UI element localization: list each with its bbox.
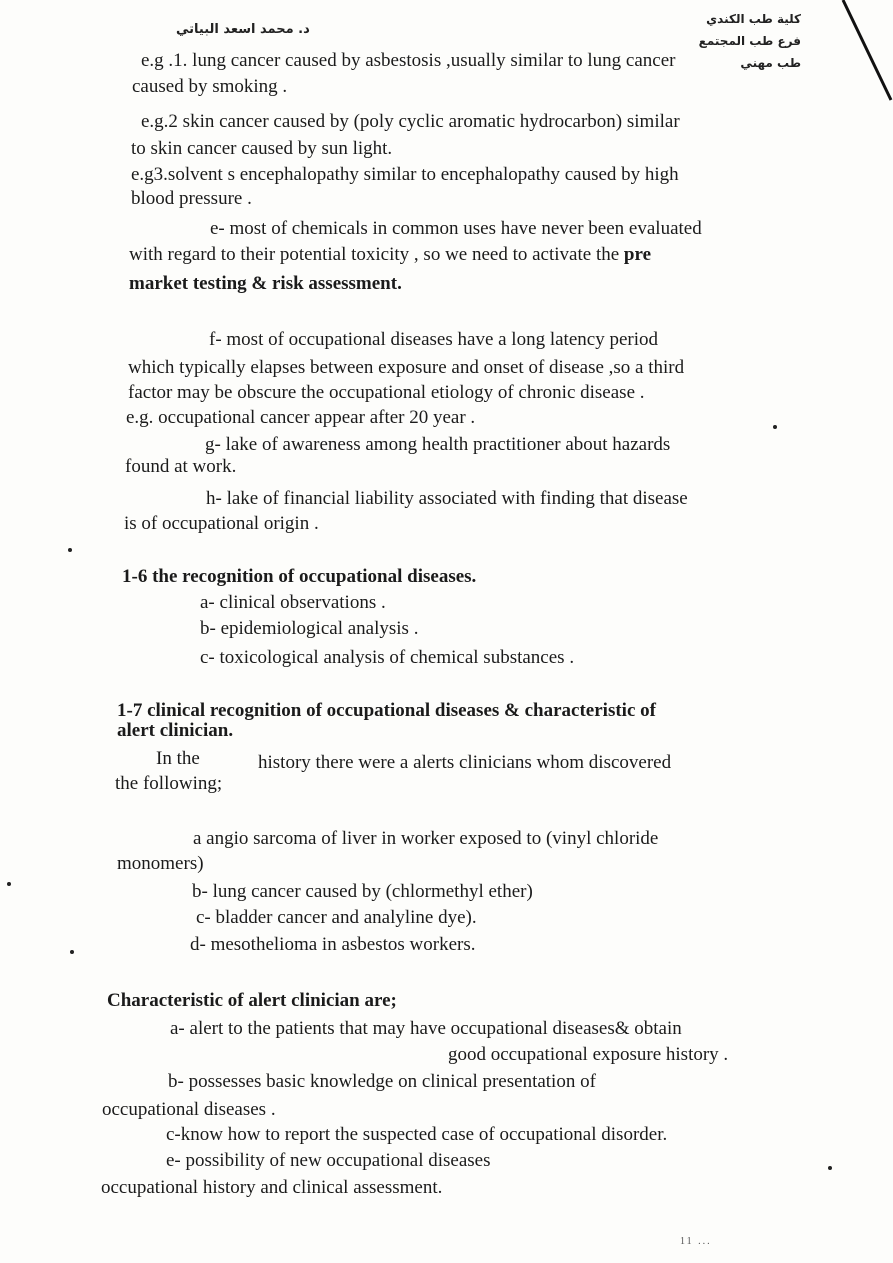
point-f-line-1: f- most of occupational diseases have a long latency period xyxy=(209,329,658,350)
characteristic-d-line-2: occupational history and clinical assessment. xyxy=(101,1177,443,1198)
characteristic-b-line-2: occupational diseases . xyxy=(102,1099,276,1120)
example-1-line-2: caused by smoking . xyxy=(132,76,288,97)
point-f-line-4: e.g. occupational cancer appear after 20 year . xyxy=(126,407,476,428)
example-2-line-1: e.g.2 skin cancer caused by (poly cyclic aromatic hydrocarbon) similar xyxy=(141,111,680,132)
discovery-a-line-2: monomers) xyxy=(117,853,204,874)
section-1-6-item-b: b- epidemiological analysis . xyxy=(200,618,419,639)
example-1-line-1: e.g .1. lung cancer caused by asbestosis ,usually similar to lung cancer xyxy=(141,50,676,71)
point-g-line-2: found at work. xyxy=(125,456,237,477)
discovery-b: b- lung cancer caused by (chlormethyl ether) xyxy=(192,881,533,902)
characteristic-c: c-know how to report the suspected case of occupational disorder. xyxy=(166,1124,668,1145)
point-h-line-1: h- lake of financial liability associated with finding that disease xyxy=(206,488,688,509)
section-1-6-item-c: c- toxicological analysis of chemical substances . xyxy=(200,647,575,668)
section-1-7-intro-rest: history there were a alerts clinicians whom discovered xyxy=(258,752,672,773)
author-name: د. محمد اسعد البياتي xyxy=(176,22,310,37)
characteristic-a-line-1: a- alert to the patients that may have occupational diseases& obtain xyxy=(170,1018,682,1039)
department-name: فرع طب المجتمع xyxy=(698,34,801,48)
point-e-line-2-bold: pre xyxy=(623,244,651,265)
scan-speck xyxy=(70,950,74,954)
section-1-7-intro-start: In the xyxy=(156,748,200,769)
example-3-line-2: blood pressure . xyxy=(131,188,252,209)
institution-header xyxy=(699,8,801,74)
example-3-line-1: e.g3.solvent s encephalopathy similar to encephalopathy caused by high xyxy=(131,164,679,185)
discovery-c: c- bladder cancer and analyline dye). xyxy=(196,907,477,928)
college-name: كلية طب الكندي xyxy=(706,12,801,26)
section-1-7-title-line-1: 1-7 clinical recognition of occupational diseases & characteristic of xyxy=(117,700,656,721)
subject-name: طب مهني xyxy=(740,56,801,70)
point-g-line-1: g- lake of awareness among health practitioner about hazards xyxy=(205,434,671,455)
section-1-6-item-a: a- clinical observations . xyxy=(200,592,386,613)
point-e-line-3: market testing & risk assessment. xyxy=(129,273,402,294)
corner-stroke xyxy=(833,0,893,110)
point-e-line-2-text: with regard to their potential toxicity , so we need to activate the xyxy=(129,244,624,265)
point-e-line-1: e- most of chemicals in common uses have never been evaluated xyxy=(210,218,702,239)
point-e-line-2 xyxy=(129,244,651,266)
page-footer-mark: 11 ... xyxy=(680,1236,712,1247)
characteristic-d-line-1: e- possibility of new occupational diseases xyxy=(166,1150,491,1171)
characteristic-b-line-1: b- possesses basic knowledge on clinical presentation of xyxy=(168,1071,596,1092)
characteristics-title: Characteristic of alert clinician are; xyxy=(107,990,397,1011)
point-f-line-2: which typically elapses between exposure and onset of disease ,so a third xyxy=(128,357,685,378)
characteristic-a-line-2: good occupational exposure history . xyxy=(448,1044,729,1065)
section-1-6-title: 1-6 the recognition of occupational diseases. xyxy=(122,566,477,587)
scan-speck xyxy=(773,425,777,429)
discovery-a-line-1: a angio sarcoma of liver in worker exposed to (vinyl chloride xyxy=(193,828,659,849)
example-2-line-2: to skin cancer caused by sun light. xyxy=(131,138,393,159)
discovery-d: d- mesothelioma in asbestos workers. xyxy=(190,934,476,955)
point-f-line-3: factor may be obscure the occupational etiology of chronic disease . xyxy=(128,382,645,403)
section-1-7-intro-line-2: the following; xyxy=(115,773,223,794)
scan-speck xyxy=(68,548,72,552)
point-h-line-2: is of occupational origin . xyxy=(124,513,319,534)
scan-speck xyxy=(7,882,11,886)
section-1-7-title-line-2: alert clinician. xyxy=(117,720,234,741)
scan-speck xyxy=(828,1166,832,1170)
